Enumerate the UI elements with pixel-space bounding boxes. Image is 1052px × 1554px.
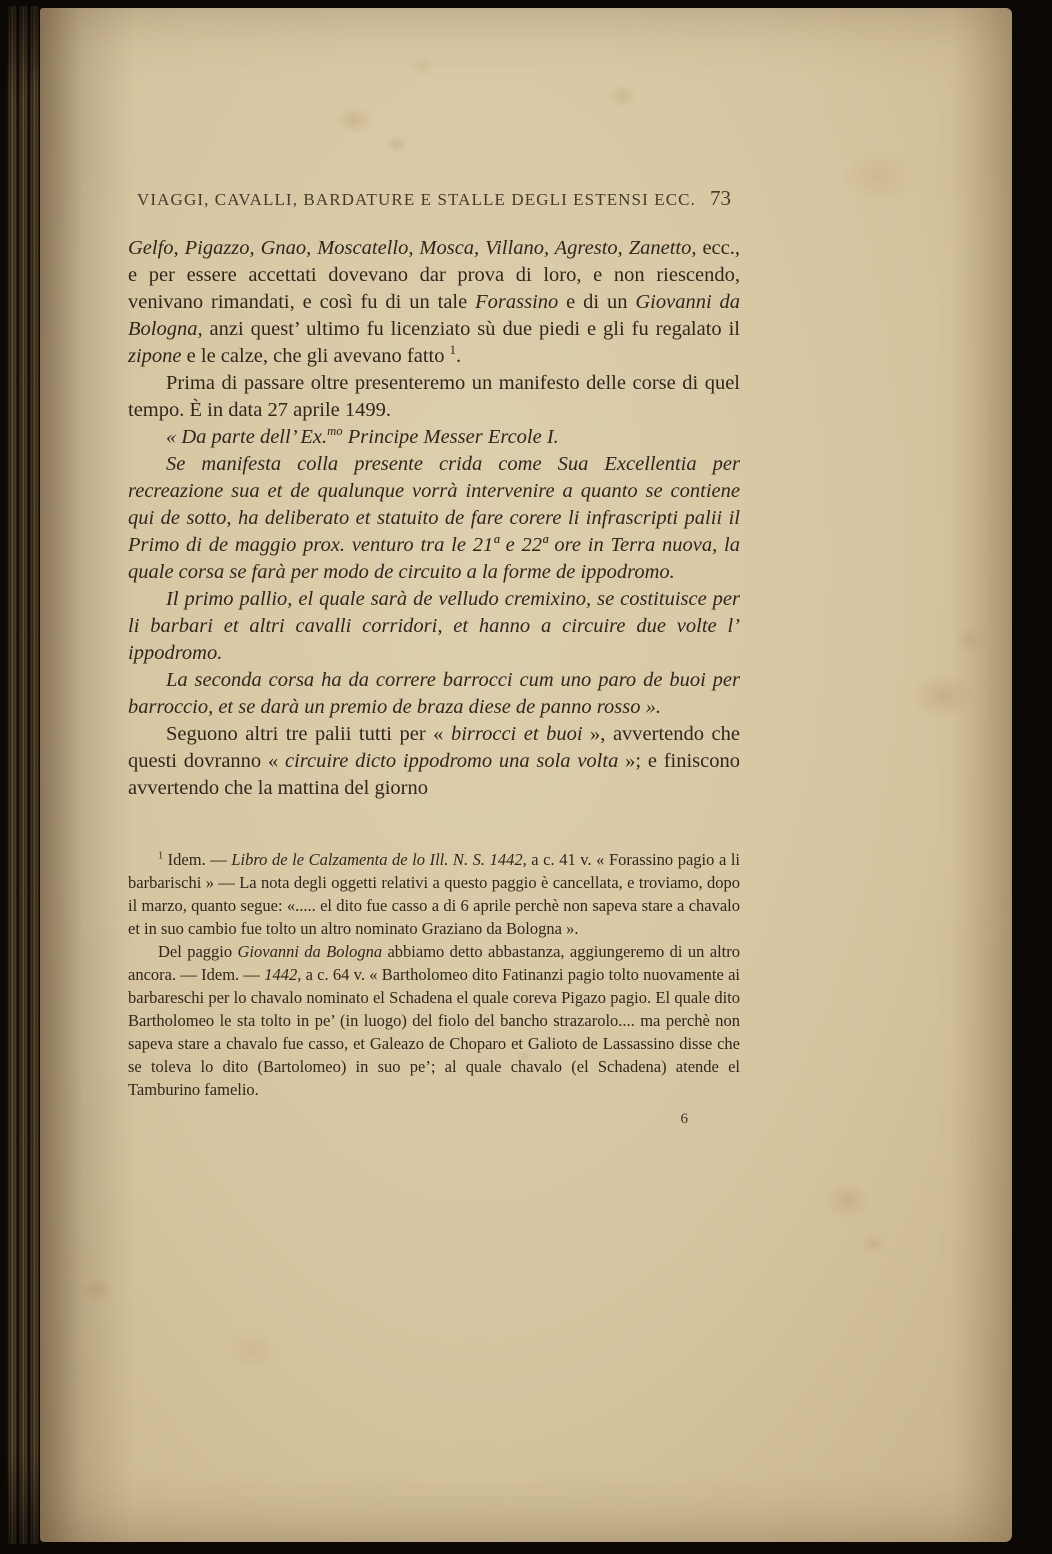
text-segment: Principe Messer Ercole I. [342, 426, 559, 448]
text-segment: « Da parte dell’ Ex. [166, 426, 328, 448]
text-segment: birrocci et buoi [450, 723, 583, 745]
text-segment: »; e finiscono avvertendo che la mattina del giorno [128, 750, 740, 799]
body-paragraph [128, 451, 740, 586]
text-segment: ecc., e per essere accettati dovevano dar prova di loro, e non riescendo, venivano rimandati, e così fu di un tale [128, 237, 741, 313]
text-segment: Libro de le Calzamenta de lo Ill. N. S. 1442, [231, 850, 527, 869]
text-segment: zipone [128, 345, 182, 367]
page-number: 73 [709, 186, 731, 210]
text-column [128, 186, 740, 1128]
signature-mark: 6 [680, 1111, 688, 1127]
book-binding-page-edges [6, 6, 42, 1544]
text-segment: Seguono altri tre palii tutti per « [166, 723, 451, 745]
text-segment: Prima di passare oltre presenteremo un manifesto delle corse di quel tempo. È in data 27 aprile 1499. [128, 372, 740, 421]
footnote-reference: 1 [158, 850, 164, 862]
text-segment: a c. 41 v. « Forassino pagio a li barbarischi » — La nota degli oggetti relativi a questo paggio è cancellata, e troviamo, dopo il marzo, quanto segue: «..... el dito fue casso a di 6 aprile perchè non sapeva stare a chavalo et in suo cambio fue tolto un altro nominato Graziano da Bologna ». [128, 850, 741, 938]
text-segment: Giovanni da Bologna, [128, 291, 741, 340]
text-segment: . [455, 345, 462, 367]
text-segment: a c. 64 v. « Bartholomeo dito Fatinanzi pagio tolto nuovamente ai barbareschi per lo chavalo nominato el Schadena el quale coreva Pigazo pagio. El quale dito Bartholomeo le sta tolto in pe’ (in luogo) del fiolo del bancho strazarolo.... ma perchè non sapeva stare a chavalo fue casso, et Galeazo de Choparo et Galioto de Lassassino disse che se toleva lo dito (Bartolomeo) in suo pe’; al quale chavalo (el Schadena) atende el Tamburino famelio. [128, 965, 740, 1099]
text-segment: Il primo pallio, el quale sarà de velludo cremixino, se costituisce per li barbari et altri cavalli corridori, et hanno a circuire due volte l’ ippodromo. [128, 588, 740, 664]
running-header [128, 186, 740, 211]
text-segment: 1442, [264, 965, 302, 984]
running-header-title: VIAGGI, CAVALLI, BARDATURE E STALLE DEGLI ESTENSI ECC. [137, 190, 696, 209]
footnote-reference: 1 [449, 343, 456, 358]
footnotes [128, 848, 740, 1101]
text-segment: Idem. — [163, 850, 232, 869]
body-paragraph [128, 424, 740, 451]
text-segment: Se manifesta colla presente crida come Sua Excellentia per recreazione sua et de qualunque vorrà intervenire a quanto se contiene qui de sotto, ha deliberato et statuito de fare corere li infrascripti palii il Primo di de maggio prox. venturo tra le 21ª e 22ª ore in Terra nuova, la quale corsa se farà per modo de circuito a la forme de ippodromo. [128, 453, 740, 583]
footnote-paragraph [128, 940, 740, 1101]
text-segment: e le calze, che gli avevano fatto [181, 345, 450, 367]
text-segment: circuire dicto ippodromo una sola volta [284, 750, 619, 772]
text-segment: Forassino [475, 291, 559, 313]
body-text [128, 235, 740, 802]
body-paragraph [128, 370, 740, 424]
body-paragraph [128, 667, 740, 721]
text-segment: anzi quest’ ultimo fu licenziato sù due piedi e gli fu regalato il [202, 318, 740, 340]
text-segment: La seconda corsa ha da correre barrocci cum uno paro de buoi per barroccio, et se darà un premio de braza diese de panno rosso ». [128, 669, 740, 718]
text-segment: Gelfo, Pigazzo, Gnao, Moscatello, Mosca, Villano, Agresto, Zanetto, [128, 237, 697, 259]
text-segment: Giovanni da Bologna [237, 942, 383, 961]
body-paragraph [128, 721, 740, 802]
book-page [40, 8, 1012, 1542]
body-paragraph [128, 586, 740, 667]
text-segment: e di un [558, 291, 636, 313]
footnote-reference: mo [327, 424, 343, 439]
body-paragraph [128, 235, 740, 370]
text-segment: », avvertendo che questi dovranno « [128, 723, 740, 772]
footnote-paragraph [128, 848, 740, 940]
text-segment: Del paggio [158, 942, 238, 961]
text-segment: abbiamo detto abbastanza, aggiungeremo di un altro ancora. — Idem. — [128, 942, 741, 984]
